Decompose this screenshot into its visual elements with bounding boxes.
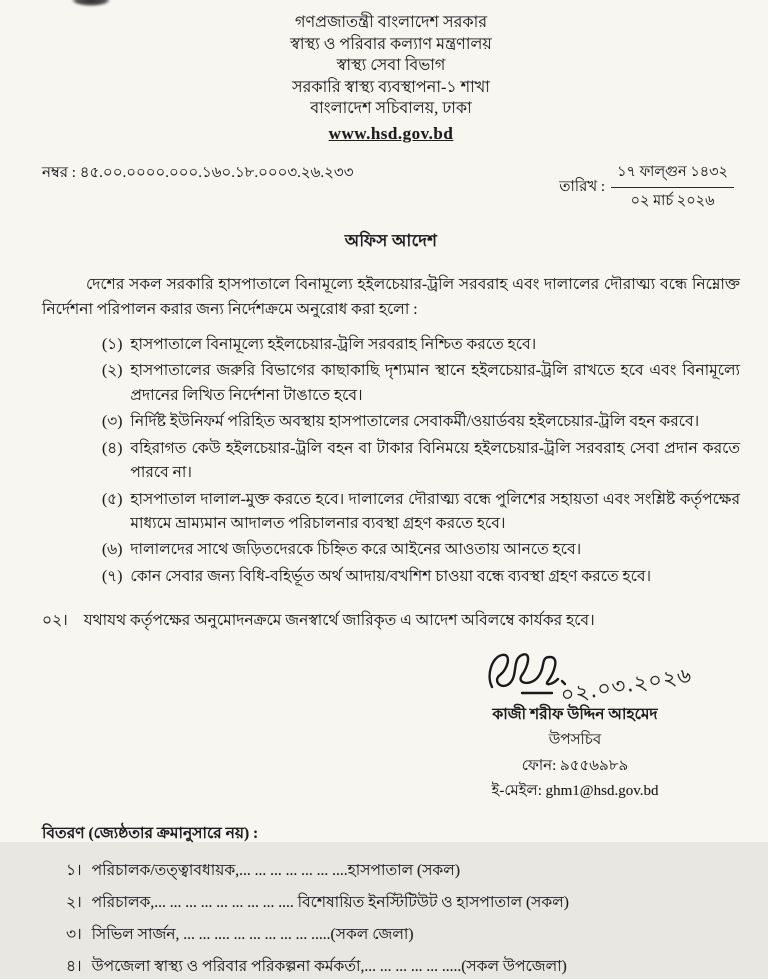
signature-art <box>410 647 740 709</box>
distribution-item <box>66 955 740 979</box>
directive-item <box>102 437 740 486</box>
date-bangla-calendar: ১৭ ফাল্গুন ১৪৩২ <box>611 161 734 188</box>
memo-number-line <box>42 161 353 186</box>
handwritten-date: ০২.০৩.২০২৬ <box>558 663 694 708</box>
directive-text: হাসপাতালের জরুরি বিভাগের কাছাকাছি দৃশ্যমান স্থানে হইলচেয়ার-ট্রলি রাখতে হবে এবং বিনামূল্যে প্রদানের লিখিত নির্দেশনা টাঙাতে হবে। <box>130 362 740 404</box>
signature-block <box>410 647 740 803</box>
government-name: গণপ্রজাতন্ত্রী বাংলাদেশ সরকার <box>294 14 488 31</box>
directive-text: বহিরাগত কেউ হইলচেয়ার-ট্রলি বহন বা টাকার বিনিময়ে হইলচেয়ার-ট্রলি সরবরাহ সেবা প্রদান করতে পারবে না। <box>130 439 740 482</box>
directive-number: (২) <box>102 362 123 380</box>
date-gregorian-calendar: ০২ মার্চ ২০২৬ <box>630 193 715 209</box>
distribution-item <box>66 859 740 883</box>
date-block <box>559 161 734 214</box>
document-title: অফিস আদেশ <box>344 231 438 250</box>
memo-number-value: ৪৫.০০.০০০০.০০০.১৬০.১৮.০০০৩.২৬.২৩৩ <box>79 165 354 181</box>
directive-text: কোন সেবার জন্য বিধি-বহির্ভূত অর্থ আদায়/বখশিশ চাওয়া বন্ধে ব্যবস্থা গ্রহণ করতে হবে। <box>130 567 652 585</box>
distribution-section <box>42 821 740 979</box>
signatory-email: ই-মেইল: ghm1@hsd.gov.bd <box>491 782 659 799</box>
directive-item <box>102 359 740 408</box>
directives-list <box>42 333 740 590</box>
directive-number: (১) <box>102 335 123 353</box>
effective-order-paragraph <box>42 609 740 633</box>
paragraph-text: যথাযথ কর্তৃপক্ষের অনুমোদনক্রমে জনস্বার্থে জারিকৃত এ আদেশ অবিলম্বে কার্যকর হবে। <box>83 612 595 630</box>
date-stack <box>611 161 734 214</box>
distribution-item-number: ৪। <box>66 958 82 976</box>
directive-number: (৬) <box>102 541 123 559</box>
directive-item <box>102 488 740 537</box>
division-name: স্বাস্থ্য সেবা বিভাগ <box>336 57 446 74</box>
distribution-item <box>66 923 740 947</box>
letterhead <box>42 12 740 145</box>
distribution-list <box>42 859 740 979</box>
directive-number: (৪) <box>102 439 123 457</box>
directive-text: দালালদের সাথে জড়িতদেরকে চিহ্নিত করে আইনের আওতায় আনতে হবে। <box>130 541 582 559</box>
scan-artifact-smudge <box>72 0 110 6</box>
directive-item <box>102 565 740 589</box>
branch-name: সরকারি স্বাস্থ্য ব্যবস্থাপনা-১ শাখা <box>292 78 490 96</box>
signatory-name: কাজী শরীফ উদ্দিন আহমেদ <box>492 706 658 724</box>
distribution-item-text: উপজেলা স্বাস্থ্য ও পরিবার পরিকল্পনা কর্মকর্তা,... ... ... ... ... .....(সকল উপজেলা) <box>91 958 567 976</box>
directive-number: (৫) <box>102 490 123 508</box>
paragraph-number: ০২। <box>42 612 68 630</box>
directive-item <box>102 333 740 357</box>
distribution-item-number: ১। <box>66 862 82 880</box>
distribution-item-text: পরিচালক/তত্ত্বাবধায়ক,... ... ... ... ... ... ....হাসপাতাল (সকল) <box>91 862 460 880</box>
directive-number: (৭) <box>102 567 123 585</box>
secretariat-address: বাংলাদেশ সচিবালয়, ঢাকা <box>310 100 472 117</box>
distribution-item <box>66 891 740 915</box>
website-url: www.hsd.gov.bd <box>328 123 454 143</box>
directive-text: হাসপাতালে বিনামূল্যে হইলচেয়ার-ট্রলি সরবরাহ নিশ্চিত করতে হবে। <box>130 335 537 353</box>
date-label: তারিখ : <box>559 179 606 195</box>
distribution-item-number: ৩। <box>66 926 82 944</box>
directive-item <box>102 538 740 562</box>
memo-number-label: নম্বর : <box>42 165 76 181</box>
distribution-item-text: পরিচালক,... ... ... ... ... ... ... ... .... বিশেষায়িত ইনস্টিটিউট ও হাসপাতাল (সকল) <box>91 894 569 912</box>
distribution-item-number: ২। <box>66 894 82 912</box>
directive-number: (৩) <box>102 413 123 431</box>
distribution-heading: বিতরণ (জ্যেষ্ঠতার ক্রমানুসারে নয়) : <box>42 825 259 843</box>
directive-text: হাসপাতাল দালাল-মুক্ত করতে হবে। দালালের দৌরাত্ম্য বন্ধে পুলিশের সহায়তা এবং সংশ্লিষ্ট কর্তৃপক্ষের মাধ্যমে ভ্রাম্যমান আদালত পরিচালনার ব্যবস্থা গ্রহণ করতে হবে। <box>130 490 740 532</box>
signatory-designation: উপসচিব <box>548 732 602 749</box>
directive-text: নির্দিষ্ট ইউনিফর্ম পরিহিত অবস্থায় হাসপাতালের সেবাকর্মী/ওয়ার্ডবয় হইলচেয়ার-ট্রলি বহন করবে। <box>130 413 700 431</box>
distribution-item-text: সিভিল সার্জন, ... ... .... ... ... ... ... ... .....(সকল জেলা) <box>91 926 414 944</box>
signatory-phone: ফোন: ৯৫৫৬৯৮৯ <box>521 757 629 774</box>
ministry-name: স্বাস্থ্য ও পরিবার কল্যাণ মন্ত্রণালয় <box>290 35 492 53</box>
intro-paragraph: দেশের সকল সরকারি হাসপাতালে বিনামূল্যে হইলচেয়ার-ট্রলি সরবরাহ এবং দালালের দৌরাত্ম্য বন্ধে নিম্নোক্ত নির্দেশনা পরিপালন করার জন্য নির্দেশক্রমে অনুরোধ করা হলো : <box>42 276 740 318</box>
memo-meta-row <box>42 161 740 214</box>
directive-item <box>102 410 740 434</box>
